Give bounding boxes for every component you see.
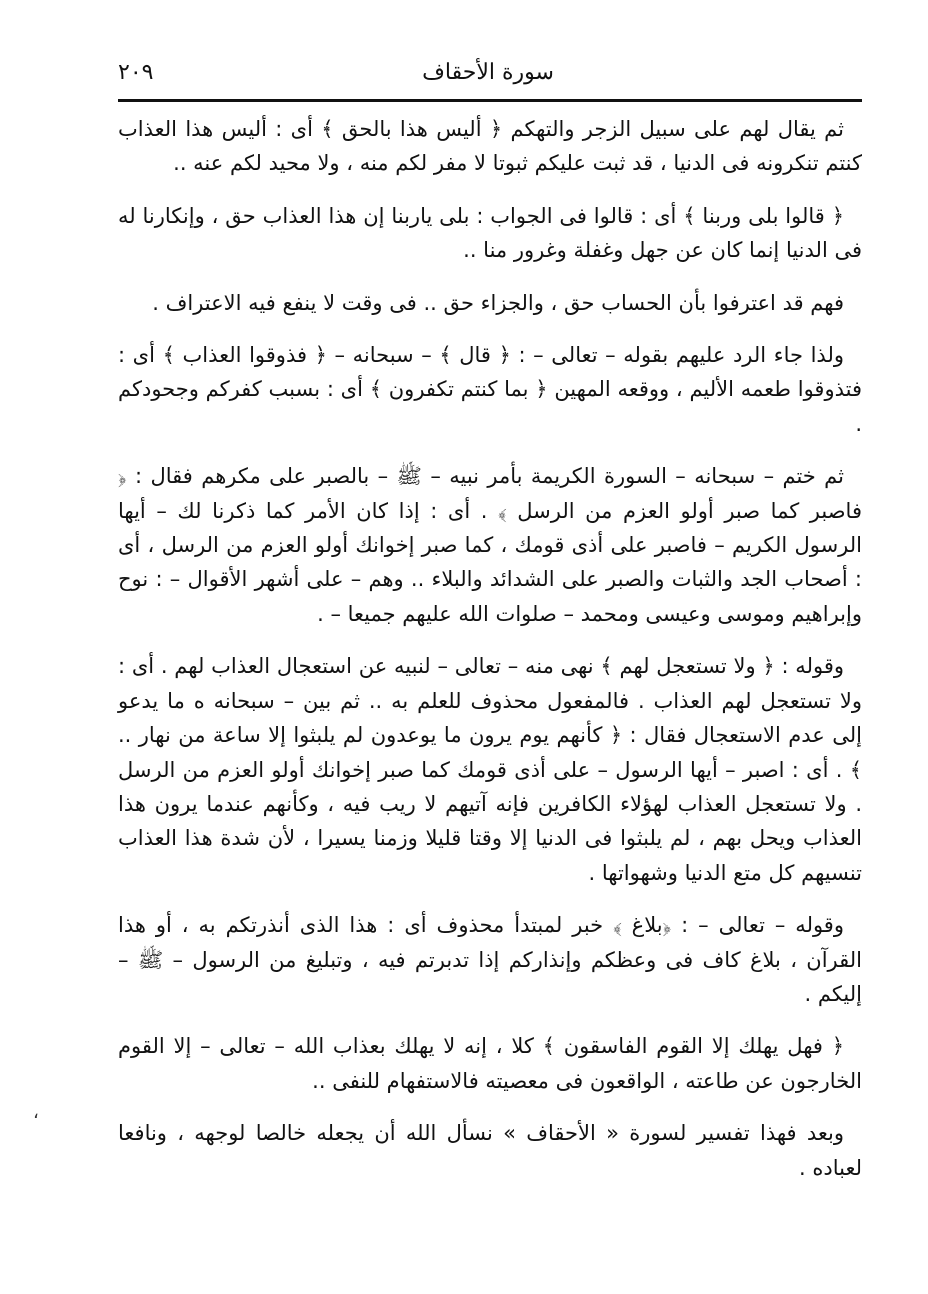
paragraph-9: وبعد فهذا تفسير لسورة « الأحقاف » نسأل الله أن يجعله خالصا لوجهه ، ونافعا لعباده . — [118, 1121, 862, 1180]
paragraph-5: ثم ختم – سبحانه – السورة الكريمة بأمر نبيه – ﷺ – بالصبر على مكرهم فقال : ﴿ فاصبر كما صبر أولو العزم من الرسل ﴾ . أى : إذا كان الأمر كما ذكرنا لك – أيها الرسول الكريم – فاصبر على أذى قومك ، كما صبر إخوانك أولو العزم من الرسل ، أى : أصحاب الجد والثبات والصبر على الشدائد والبلاء .. وهم – على أشهر الأقوال – : نوح وإبراهيم وموسى وعيسى ومحمد – صلوات الله عليهم جميعا – . — [118, 464, 862, 626]
page-title: سورة الأحقاف — [422, 60, 554, 85]
paragraph-1: ثم يقال لهم على سبيل الزجر والتهكم ﴿ أليس هذا بالحق ﴾ أى : أليس هذا العذاب كنتم تنكرونه فى الدنيا ، قد ثبت عليكم ثبوتا لا مفر لكم منه ، ولا محيد لكم عنه .. — [118, 117, 862, 176]
header-divider — [118, 99, 862, 102]
paragraph-4: ولذا جاء الرد عليهم بقوله – تعالى – : ﴿ قال ﴾ – سبحانه – ﴿ فذوقوا العذاب ﴾ أى : فتذوقوا طعمه الأليم ، ووقعه المهين ﴿ بما كنتم تكفرون ﴾ أى : بسبب كفركم وجحودكم . — [118, 343, 862, 436]
page-header — [118, 52, 858, 96]
paragraph-8: ﴿ فهل يهلك إلا القوم الفاسقون ﴾ كلا ، إنه لا يهلك بعذاب الله – تعالى – إلا القوم الخارجون عن طاعته ، الواقعون فى معصيته فالاستفهام للنفى .. — [118, 1034, 862, 1093]
paragraph-2: ﴿ قالوا بلى وربنا ﴾ أى : قالوا فى الجواب : بلى ياربنا إن هذا العذاب حق ، وإنكارنا له فى الدنيا إنما كان عن جهل وغفلة وغرور منا .. — [118, 203, 862, 263]
paragraph-3: فهم قد اعترفوا بأن الحساب حق ، والجزاء حق .. فى وقت لا ينفع فيه الاعتراف . — [152, 290, 844, 315]
page-body — [118, 112, 862, 1203]
page-number: ٢٠٩ — [118, 60, 154, 85]
paragraph-6: وقوله : ﴿ ولا تستعجل لهم ﴾ نهى منه – تعالى – لنبيه عن استعجال العذاب لهم . أى : ولا تستعجل لهم العذاب . فالمفعول محذوف للعلم به .. ثم بين – سبحانه ه ما يدعو إلى عدم الاستعجال فقال : ﴿ كأنهم يوم يرون ما يوعدون لم يلبثوا إلا ساعة من نهار .. ﴾ . أى : اصبر – أيها الرسول – على أذى قومك كما صبر إخوانك أولو العزم من الرسل . ولا تستعجل العذاب لهؤلاء الكافرين فإنه آتيهم لا ريب فيه ، وكأنهم عندما يرون هذا العذاب ويحل بهم ، لم يلبثوا فى الدنيا إلا وقتا قليلا وزمنا يسيرا ، لأن شدة هذا العذاب تنسيهم كل متع الدنيا وشهواتها . — [118, 654, 862, 885]
paragraph-7: وقوله – تعالى – : ﴿بلاغ ﴾ خبر لمبتدأ محذوف أى : هذا الذى أنذرتكم به ، أو هذا القرآن ، بلاغ كاف فى وعظكم وإنذاركم إذا تدبرتم فيه ، وتبليغ من الرسول – ﷺ – إليكم . — [118, 913, 862, 1006]
margin-mark: ، — [33, 1102, 39, 1123]
